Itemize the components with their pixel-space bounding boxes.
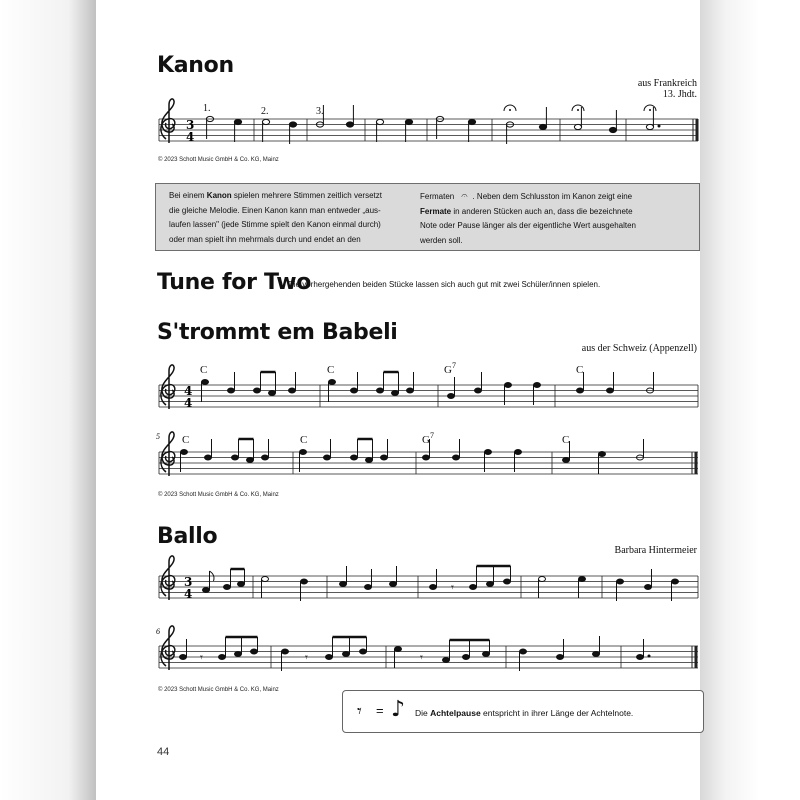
info-bold-term: Kanon [206, 191, 232, 200]
ballo-notes-1 [203, 566, 679, 601]
chord-c: C [327, 364, 335, 376]
strommt-origin: aus der Schweiz (Appenzell) [581, 343, 697, 354]
eighth-rest-text [415, 708, 633, 718]
eighth-note-icon: ♪ [391, 697, 406, 722]
info-text: Fermaten [420, 192, 457, 201]
kanon-ending-1: 1. [203, 103, 211, 114]
info-right-line: Note oder Pause länger als der eigentliche Wert ausgehalten [420, 221, 636, 230]
tune-for-two-title: Tune for Two [157, 270, 312, 295]
info-text: spielen mehrere Stimmen zeitlich versetzt [231, 191, 382, 200]
kanon-ending-2: 2. [261, 106, 269, 117]
svg-text:𝄾: 𝄾 [451, 581, 454, 594]
ballo-staff-1 [159, 556, 698, 601]
copyright-kanon: © 2023 Schott Music GmbH & Co. KG, Mainz [158, 157, 279, 163]
info-right-line [420, 205, 636, 220]
info-box-kanon [155, 183, 700, 251]
svg-text:𝄾: 𝄾 [200, 651, 203, 664]
kanon-time-bottom: 4 [186, 130, 195, 144]
info-text: . Neben dem Schlusston im Kanon zeigt eine [472, 192, 633, 201]
strommt-staff-2 [156, 431, 698, 476]
strommt-title: S'trommt em Babeli [157, 320, 398, 345]
note-text: entspricht in ihrer Länge der Achtelnote. [480, 708, 634, 718]
chord-c: C [300, 434, 308, 446]
svg-text:𝄾: 𝄾 [305, 651, 308, 664]
strommt-time-bottom: 4 [184, 396, 193, 410]
treble-clef-icon [161, 365, 175, 409]
chord-c: C [562, 434, 570, 446]
info-bold-term: Fermate [420, 206, 452, 216]
info-right-column [420, 189, 636, 248]
info-text: in anderen Stücken auch an, dass die bezeichnete [451, 206, 633, 216]
note-bold-term: Achtelpause [430, 708, 481, 718]
info-left-column [169, 189, 382, 247]
kanon-ending-3: 3. [316, 106, 324, 117]
ballo-composer: Barbara Hintermeier [614, 545, 697, 556]
strommt-time-top: 4 [184, 384, 193, 398]
copyright-strommt: © 2023 Schott Music GmbH & Co. KG, Mainz [158, 492, 279, 498]
equals-sign: = [376, 703, 384, 718]
strommt-staff-1 [159, 361, 698, 410]
ballo-notes-2 [180, 636, 651, 671]
measure-number: 6 [156, 627, 160, 636]
treble-clef-icon [161, 626, 175, 670]
svg-text:𝄾: 𝄾 [420, 651, 423, 664]
fermata-icon: 𝄐 [461, 190, 468, 202]
kanon-title: Kanon [157, 53, 234, 78]
info-text: Bei einem [169, 191, 207, 200]
fermata-icon [504, 105, 656, 111]
ballo-time-top: 3 [184, 575, 193, 589]
chord-g7: $G^7$ [422, 431, 434, 446]
info-left-line: die gleiche Melodie. Einen Kanon kann man entweder „aus- [169, 205, 381, 215]
info-left-line: laufen lassen" (jede Stimme spielt den Kanon einmal durch) [169, 220, 381, 229]
treble-clef-icon [161, 99, 175, 143]
strommt-notes-1 [202, 372, 654, 405]
tune-for-two-text: Die vorhergehenden beiden Stücke lassen sich auch gut mit zwei Schüler/innen spielen. [288, 280, 601, 289]
kanon-staff [159, 99, 698, 144]
treble-clef-icon [161, 432, 175, 476]
note-text: Die [415, 708, 431, 718]
copyright-ballo: © 2023 Schott Music GmbH & Co. KG, Mainz [158, 687, 279, 693]
info-left-line: oder man spielt ihn mehrmals durch und endet an den [169, 234, 361, 244]
kanon-time-top: 3 [186, 118, 195, 132]
chord-c: C [182, 434, 190, 446]
ballo-title: Ballo [157, 524, 218, 549]
chord-g7: $G^7$ [444, 361, 456, 376]
kanon-origin-line2: 13. Jhdt. [662, 89, 697, 100]
info-left-line [169, 189, 382, 204]
page-number: 44 [157, 746, 170, 758]
info-right-line: werden soll. [420, 235, 463, 245]
eighth-rest-info-box [342, 690, 704, 733]
info-right-line [420, 189, 636, 205]
ballo-time-bottom: 4 [184, 587, 193, 601]
chord-c: C [200, 364, 208, 376]
chord-c: C [576, 364, 584, 376]
eighth-rest-icon: 𝄾 [357, 701, 362, 722]
treble-clef-icon [161, 556, 175, 600]
kanon-origin-line1: aus Frankreich [637, 78, 697, 89]
ballo-staff-2 [156, 626, 698, 671]
measure-number: 5 [156, 432, 160, 441]
